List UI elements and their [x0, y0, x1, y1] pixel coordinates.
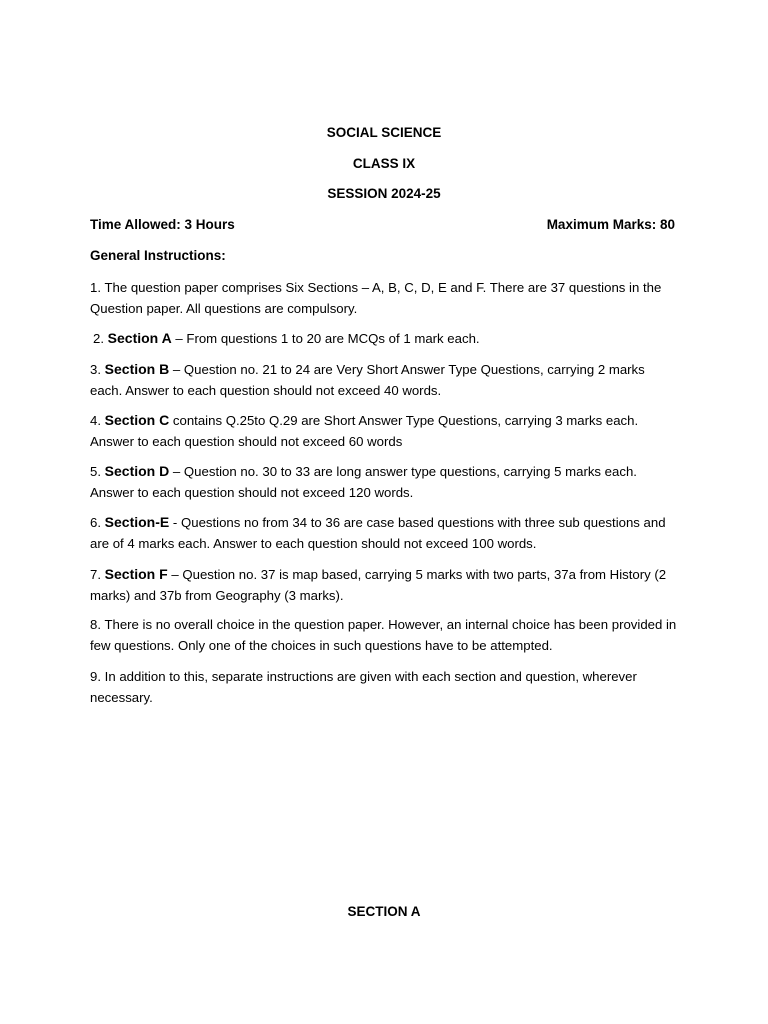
instruction-6: [90, 512, 680, 554]
instruction-text: – Question no. 30 to 33 are long answer type questions, carrying 5 marks each. Answer to each question should not exceed 120 words.: [90, 464, 637, 500]
section-a-heading: SECTION A: [347, 904, 421, 919]
section-label: Section C: [104, 412, 170, 428]
instruction-5: [90, 461, 680, 503]
instruction-1: [90, 277, 680, 319]
instruction-text: – From questions 1 to 20 are MCQs of 1 mark each.: [175, 331, 480, 346]
instruction-number: 1.: [90, 280, 101, 295]
class-title: CLASS IX: [352, 156, 416, 171]
instruction-text: The question paper comprises Six Sections – A, B, C, D, E and F. There are 37 questions in the Question paper. All questions are compulsory.: [90, 280, 662, 316]
instruction-number: 3.: [90, 362, 101, 377]
instruction-3: [90, 359, 680, 401]
instruction-number: 7.: [90, 567, 101, 582]
session-title: SESSION 2024-25: [327, 186, 441, 201]
instruction-number: 6.: [90, 515, 101, 530]
subject-title: SOCIAL SCIENCE: [326, 125, 442, 140]
instruction-text: - Questions no from 34 to 36 are case based questions with three sub questions and are of 4 marks each. Answer to each question should not exceed 100 words.: [90, 515, 666, 551]
instruction-number: 5.: [90, 464, 101, 479]
general-instructions-heading: General Instructions:: [90, 248, 226, 263]
instruction-8: [90, 614, 680, 656]
section-label: Section A: [107, 330, 172, 346]
maximum-marks: Maximum Marks: 80: [546, 217, 675, 232]
instruction-number: 4.: [90, 413, 101, 428]
section-label: Section B: [104, 361, 170, 377]
instruction-4: [90, 410, 680, 452]
instruction-9: [90, 666, 680, 708]
instruction-7: [90, 564, 680, 606]
section-label: Section-E: [104, 514, 170, 530]
instruction-text: In addition to this, separate instructions are given with each section and question, wherever necessary.: [90, 669, 637, 705]
time-allowed: Time Allowed: 3 Hours: [90, 217, 235, 232]
instruction-number: 9.: [90, 669, 101, 684]
instruction-text: – Question no. 21 to 24 are Very Short Answer Type Questions, carrying 2 marks each. Answer to each question should not exceed 40 words.: [90, 362, 645, 398]
instruction-2: [93, 328, 683, 349]
section-label: Section F: [104, 566, 168, 582]
instruction-text: contains Q.25to Q.29 are Short Answer Type Questions, carrying 3 marks each. Answer to each question should not exceed 60 words: [90, 413, 639, 449]
instruction-number: 8.: [90, 617, 101, 632]
section-label: Section D: [104, 463, 170, 479]
instruction-number: 2.: [93, 331, 104, 346]
time-marks-row: [90, 216, 675, 234]
instruction-text: – Question no. 37 is map based, carrying 5 marks with two parts, 37a from History (2 marks) and 37b from Geography (3 marks).: [90, 567, 667, 603]
instruction-text: There is no overall choice in the question paper. However, an internal choice has been provided in few questions. Only one of the choices in such questions have to be attempted.: [90, 617, 677, 653]
